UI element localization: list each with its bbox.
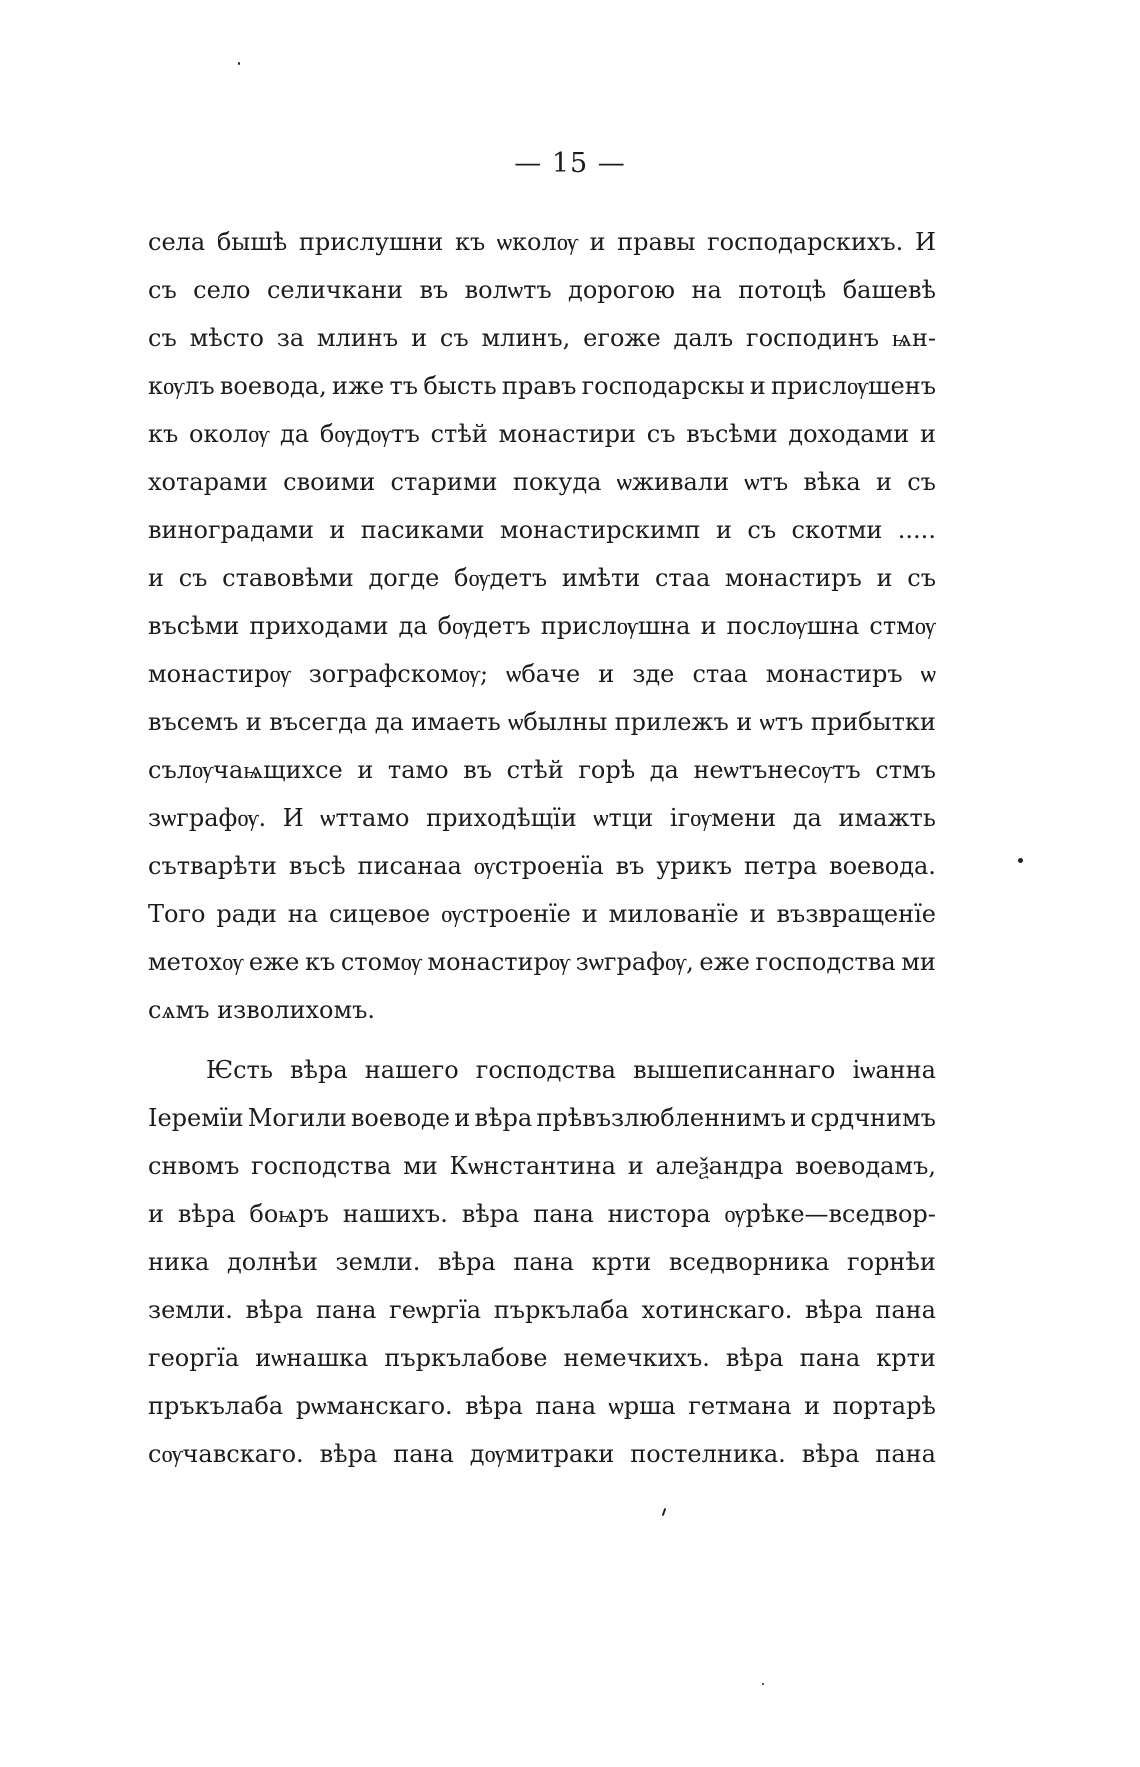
text-line: кѹлъ воевода, иже тъ бысть правъ господарскы и прислѹшенъ [148,372,936,400]
text-line: и съ ставовѣми догде бѹдетъ имѣти стаа монастиръ и съ [148,564,936,592]
ink-speck [238,62,240,65]
text-line: монастирѹ зографскомѹ; ѡбаче и зде стаа монастиръ ѡ [148,660,936,688]
text-line: сѹчавскаго. вѣра пана дѹмитраки постелника. вѣра пана [148,1440,936,1468]
text-line: Іеремїи Могили воеводе и вѣра прѣвъзлюбленнимъ и срдчнимъ [148,1104,936,1132]
ink-speck [762,1683,764,1685]
text-line: сѧмъ изволихомъ. [148,996,376,1024]
text-line: георгїа иѡнашка пъркълабове немечкихъ. вѣра пана крти [148,1344,936,1372]
text-line: и вѣра боѩръ нашихъ. вѣра пана нистора ѹрѣке—вседвор- [148,1200,936,1228]
page-number: — 15 — [514,148,626,179]
text-line: Того ради на сицевое ѹстроенїе и милованїе и възвращенїе [148,900,936,928]
text-line: въсѣми приходами да бѹдетъ прислѹшна и послѹшна стмѹ [148,612,936,640]
text-line: Ѥсть вѣра нашего господства вышеписаннаго іѡанна [206,1056,936,1084]
text-line: въсемъ и въсегда да имаеть ѡбылны прилежъ и ѡтъ прибытки [148,708,936,736]
text-line: земли. вѣра пана геѡргїа пъркълаба хотинскаго. вѣра пана [148,1296,936,1324]
text-line: пръкълаба рѡманскаго. вѣра пана ѡрша гетмана и портарѣ [148,1392,936,1420]
text-line: метохѹ еже къ стомѹ монастирѹ зѡграфѹ, еже господства ми [148,948,936,976]
ink-speck [662,1508,667,1516]
paragraph-gap [148,1034,936,1046]
text-block [148,218,936,1478]
text-line: виноградами и пасиками монастирскимп и съ скотми ..... [148,516,936,544]
text-line: хотарами своими старими покуда ѡживали ѡтъ вѣка и съ [148,468,936,496]
text-line: села бышѣ прислушни къ ѡколѹ и правы господарскихъ. И [148,228,936,256]
text-line: къ околѹ да бѹдѹтъ стѣй монастири съ въсѣми доходами и [148,420,936,448]
text-line: сътварѣти въсѣ писанаа ѹстроенїа въ урикъ петра воевода. [148,852,936,880]
text-line: съ село селичкани въ волѡтъ дорогою на потоцѣ башевѣ [148,276,936,304]
text-line: съ мѣсто за млинъ и съ млинъ, егоже далъ господинъ ѩн- [148,324,936,352]
text-line: ника долнѣи земли. вѣра пана крти вседворника горнѣи [148,1248,936,1276]
text-line: сълѹчаѩщихсе и тамо въ стѣй горѣ да неѡтънесѹтъ стмъ [148,756,936,784]
text-line: зѡграфѹ. И ѡттамо приходѣщїи ѡтци ігѹмени да имажть [148,804,936,832]
text-line: снвомъ господства ми Кѡнстантина и алеѯандра воеводамъ, [148,1152,936,1180]
ink-speck [1018,858,1023,863]
